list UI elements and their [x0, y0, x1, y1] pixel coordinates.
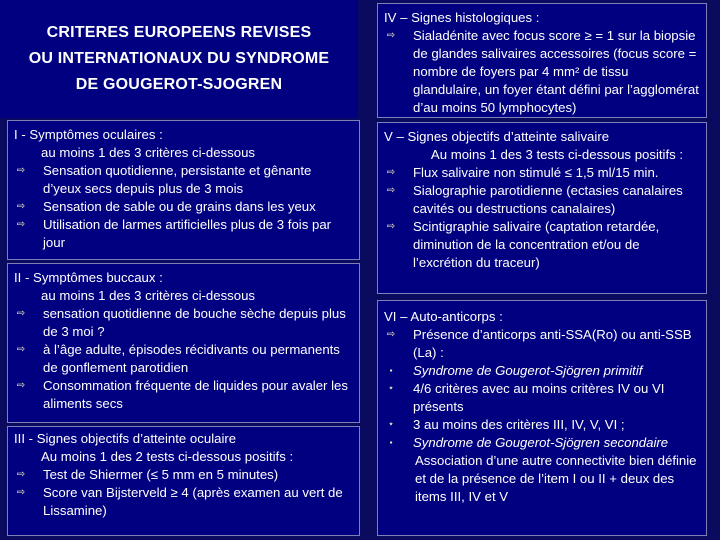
list-item: ⇨ Test de Shiermer (≤ 5 mm en 5 minutes) — [8, 466, 359, 484]
square-bullet-icon: ▪ — [389, 366, 393, 375]
section-heading: II - Symptômes buccaux : — [14, 270, 163, 285]
arrow-bullet-icon: ⇨ — [16, 487, 26, 498]
list-item: ⇨ Score van Bijsterveld ≥ 4 (après examen au vert de Lissamine) — [8, 484, 359, 520]
list-item: ⇨ Sialadénite avec focus score ≥ = 1 sur la biopsie de glandes salivaires accessoires (focus score = nombre de foyers par 4 mm² de tissu glandulaire, un foyer étant défini par l’agglomérat d’au moins 50 lymphocytes) — [378, 27, 706, 117]
section-heading: IV – Signes histologiques : — [384, 10, 540, 25]
list-item: ⇨ Sensation de sable ou de grains dans les yeux — [8, 198, 359, 216]
criteria-list — [378, 164, 706, 272]
section-oral-symptoms — [7, 263, 360, 423]
arrow-bullet-icon: ⇨ — [386, 30, 396, 41]
arrow-bullet-icon: ⇨ — [16, 380, 26, 391]
criteria-list — [8, 466, 359, 520]
star-bullet-icon: ⋆ — [387, 419, 395, 430]
section-subheading: au moins 1 des 3 critères ci-dessous — [41, 288, 256, 303]
criteria-list — [378, 326, 706, 452]
title-line-3: DE GOUGEROT-SJOGREN — [75, 76, 283, 93]
list-item: ⇨ Scintigraphie salivaire (captation retardée, diminution de la concentration et/ou de l’excrétion du traceur) — [378, 218, 706, 272]
title-panel — [0, 0, 358, 118]
criteria-list — [8, 162, 359, 252]
arrow-bullet-icon: ⇨ — [16, 165, 26, 176]
section-ocular-signs — [7, 426, 360, 536]
section-heading: I - Symptômes oculaires : — [14, 127, 163, 142]
section-subheading: au moins 1 des 3 critères ci-dessous — [41, 145, 256, 160]
secondary-description: Association d’une autre connectivite bien définie et de la présence de l’item I ou II + deux des items III, IV et V — [415, 453, 697, 504]
section-subheading: Au moins 1 des 3 tests ci-dessous positifs : — [430, 147, 684, 162]
arrow-bullet-icon: ⇨ — [386, 221, 396, 232]
list-item: ⇨ Consommation fréquente de liquides pour avaler les aliments secs — [8, 377, 359, 413]
star-bullet-icon: ⋆ — [387, 383, 395, 394]
criteria-list — [8, 305, 359, 413]
arrow-bullet-icon: ⇨ — [386, 185, 396, 196]
arrow-bullet-icon: ⇨ — [386, 329, 396, 340]
list-item: ⇨ Sensation quotidienne, persistante et gênante d’yeux secs depuis plus de 3 mois — [8, 162, 359, 198]
arrow-bullet-icon: ⇨ — [16, 344, 26, 355]
title-line-1: CRITERES EUROPEENS REVISES — [46, 24, 312, 41]
list-item: ⋆ 3 au moins des critères III, IV, V, VI ; — [378, 416, 706, 434]
section-heading: VI – Auto-anticorps : — [384, 309, 503, 324]
section-heading: III - Signes objectifs d’atteinte oculaire — [14, 431, 237, 446]
section-heading: V – Signes objectifs d’atteinte salivaire — [384, 129, 610, 144]
page-title — [0, 20, 358, 98]
section-subheading: Au moins 1 des 2 tests ci-dessous positifs : — [41, 449, 294, 464]
title-line-2: OU INTERNATIONAUX DU SYNDROME — [28, 50, 330, 67]
section-salivary-signs — [377, 122, 707, 294]
section-autoantibodies — [377, 300, 707, 536]
list-item: ⇨ sensation quotidienne de bouche sèche depuis plus de 3 moi ? — [8, 305, 359, 341]
arrow-bullet-icon: ⇨ — [16, 219, 26, 230]
arrow-bullet-icon: ⇨ — [16, 469, 26, 480]
list-item: ▪ Syndrome de Gougerot-Sjögren secondaire — [378, 434, 706, 452]
list-item: ⇨ Présence d’anticorps anti-SSA(Ro) ou anti-SSB (La) : — [378, 326, 706, 362]
list-item: ⇨ Flux salivaire non stimulé ≤ 1,5 ml/15 min. — [378, 164, 706, 182]
section-ocular-symptoms — [7, 120, 360, 260]
section-histology — [377, 3, 707, 118]
arrow-bullet-icon: ⇨ — [16, 308, 26, 319]
list-item: ⇨ Sialographie parotidienne (ectasies canalaires cavités ou destructions canalaires) — [378, 182, 706, 218]
list-item: ⇨ à l’âge adulte, épisodes récidivants ou permanents de gonflement parotidien — [8, 341, 359, 377]
criteria-list — [378, 27, 706, 117]
list-item: ⇨ Utilisation de larmes artificielles plus de 3 fois par jour — [8, 216, 359, 252]
list-item: ▪ Syndrome de Gougerot-Sjögren primitif — [378, 362, 706, 380]
arrow-bullet-icon: ⇨ — [16, 201, 26, 212]
arrow-bullet-icon: ⇨ — [386, 167, 396, 178]
square-bullet-icon: ▪ — [389, 438, 393, 447]
list-item: ⋆ 4/6 critères avec au moins critères IV ou VI présents — [378, 380, 706, 416]
